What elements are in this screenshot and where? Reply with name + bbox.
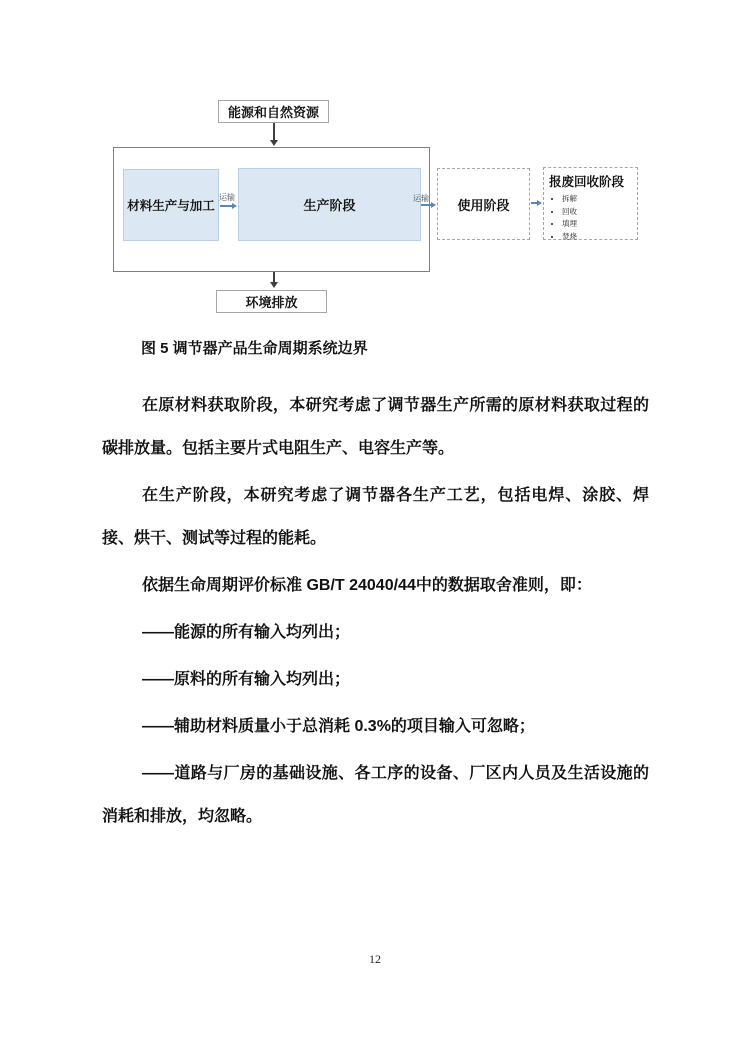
- body-text: [102, 338, 649, 842]
- page-number: 12: [369, 952, 381, 966]
- paragraph: ——原料的所有输入均列出；: [142, 671, 351, 688]
- paragraph: ——辅助材料质量小于总消耗 0.3%的项目输入可忽略；: [142, 718, 535, 735]
- material-production-box: [123, 169, 219, 241]
- use-stage-label: 使用阶段: [457, 197, 510, 213]
- recycling-stage-title: 报废回收阶段: [549, 175, 625, 189]
- list-item: • 填埋: [562, 218, 632, 229]
- transport-arrow-1-head-icon: [232, 203, 237, 209]
- list-item: • 回收: [562, 206, 632, 217]
- paragraph: ——道路与厂房的基础设施、各工序的设备、厂区内人员及生活设施的消耗和排放，均忽略。: [102, 765, 649, 825]
- use-stage-box: [437, 168, 530, 240]
- energy-resources-box: [218, 100, 329, 123]
- list-item: • 焚烧: [562, 231, 632, 242]
- paragraph: 依据生命周期评价标准 GB/T 24040/44中的数据取舍准则，即：: [142, 577, 592, 594]
- material-production-label: 材料生产与加工: [127, 199, 215, 213]
- emission-arrow-line: [273, 272, 275, 282]
- transport-arrow-1-line: [220, 205, 232, 207]
- production-stage-box: [238, 168, 421, 241]
- emission-arrow-head-icon: [270, 282, 278, 288]
- environment-emission-label: 环境排放: [245, 295, 298, 310]
- list-item: • 拆解: [562, 193, 632, 204]
- lifecycle-diagram: [0, 0, 750, 330]
- transport-arrow-2-head-icon: [431, 202, 436, 208]
- paragraph: 在生产阶段，本研究考虑了调节器各生产工艺，包括电焊、涂胶、焊接、烘干、测试等过程的能耗。: [102, 487, 649, 547]
- recycling-stage-box: [543, 167, 638, 240]
- environment-emission-box: [216, 290, 327, 313]
- eol-arrow-head-icon: [537, 200, 542, 206]
- figure-caption: 图 5 调节器产品生命周期系统边界: [141, 340, 368, 357]
- energy-arrow-line: [273, 123, 275, 140]
- energy-arrow-head-icon: [270, 140, 278, 146]
- transport-arrow-2-line: [421, 204, 431, 206]
- production-stage-label: 生产阶段: [303, 198, 356, 213]
- transport-label-1: 运输: [219, 193, 235, 202]
- recycling-methods-list: [549, 193, 632, 242]
- paragraph: 在原材料获取阶段，本研究考虑了调节器生产所需的原材料获取过程的碳排放量。包括主要片式电阻生产、电容生产等。: [102, 397, 649, 457]
- energy-resources-label: 能源和自然资源: [227, 105, 319, 120]
- transport-label-2: 运输: [413, 194, 429, 203]
- paragraph: ——能源的所有输入均列出；: [142, 624, 351, 641]
